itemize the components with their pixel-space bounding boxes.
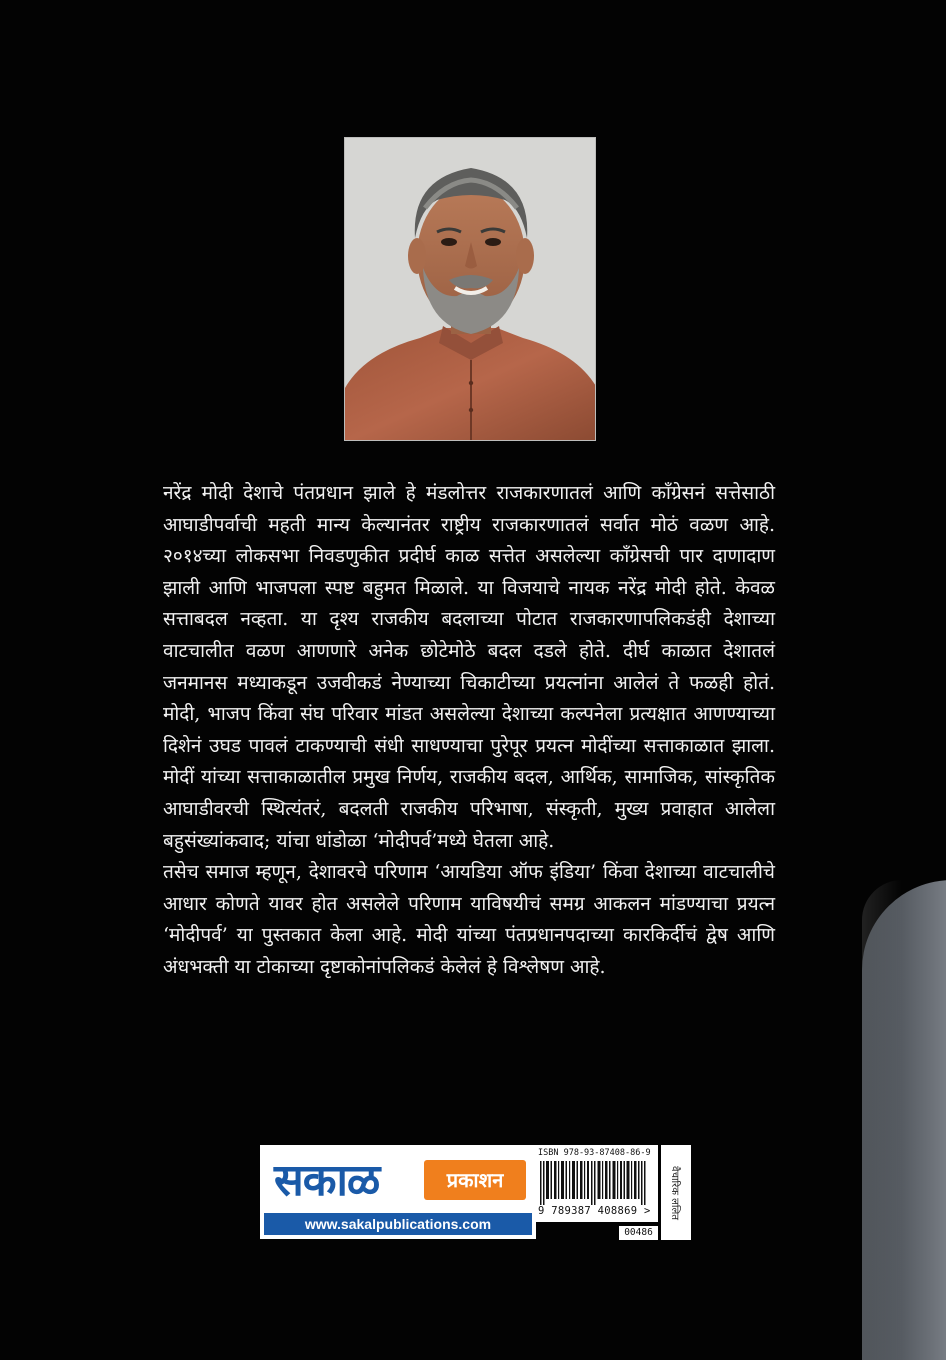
category-label: वैचारिक ललित — [669, 1165, 680, 1220]
blurb-paragraph-2: तसेच समाज म्हणून, देशावरचे परिणाम ‘आयडिया ऑफ इंडिया’ किंवा देशाच्या वाटचालीचे आधार कोणते यावर होत असलेले परिणाम याविषयीचं समग्र आकलन मांडण्याचा प्रयत्न ‘मोदीपर्व’ या पुस्तकात केला आहे. मोदी यांच्या पंतप्रधानपदाच्या कारकिर्दीचं द्वेष आणि अंधभक्ती या टोकाच्या दृष्टाकोनांपलिकडं केलेलं हे विश्लेषण आहे. — [163, 861, 775, 978]
barcode-digits: 9 789387 408869 > — [538, 1205, 651, 1217]
author-photo — [344, 137, 596, 441]
publisher-url: www.sakalpublications.com — [264, 1213, 532, 1235]
book-blurb — [163, 478, 775, 984]
barcode-bars-icon — [538, 1161, 654, 1205]
price-code: 00486 — [619, 1226, 658, 1240]
publisher-logo — [260, 1145, 536, 1239]
partial-portrait-highlight — [862, 880, 902, 1360]
publisher-name: सकाळ — [274, 1155, 380, 1206]
isbn-barcode — [534, 1145, 658, 1222]
isbn-label: ISBN 978-93-87408-86-9 — [538, 1148, 651, 1158]
publisher-tag: प्रकाशन — [424, 1160, 526, 1200]
blurb-paragraph-1: नरेंद्र मोदी देशाचे पंतप्रधान झाले हे मंडलोत्तर राजकारणातलं आणि काँग्रेसनं सत्तेसाठी आघाडीपर्वाची महती मान्य केल्यानंतर राष्ट्रीय राजकारणातलं सर्वात मोठं वळण आहे. २०१४च्या लोकसभा निवडणुकीत प्रदीर्घ काळ सत्तेत असलेल्या काँग्रेसची पार दाणादाण झाली आणि भाजपला स्पष्ट बहुमत मिळाले. या विजयाचे नायक नरेंद्र मोदी होते. केवळ सत्ताबदल नव्हता. या दृश्य राजकीय बदलाच्या पोटात राजकारणापलिकडंही देशाच्या वाटचालीत वळण आणणारे अनेक छोटेमोठे बदल दडले होते. दीर्घ काळात देशातलं जनमानस मध्याकडून उजवीकडं नेण्याच्या चिकाटीच्या प्रयत्नांना आलेलं ते फळही होतं. मोदी, भाजप किंवा संघ परिवार मांडत असलेल्या देशाच्या कल्पनेला प्रत्यक्षात आणण्याच्या दिशेनं उघड पावलं टाकण्याची संधी साधण्याचा पुरेपूर प्रयत्न मोदींच्या सत्ताकाळात झाला. मोदीं यांच्या सत्ताकाळातील प्रमुख निर्णय, राजकीय बदल, आर्थिक, सामाजिक, सांस्कृतिक आघाडीवरची स्थित्यंतरं, बदलती राजकीय परिभाषा, संस्कृती, मुख्य प्रवाहात आलेला बहुसंख्यांकवाद; यांचा धांडोळा ‘मोदीपर्व’मध्ये घेतला आहे. — [163, 482, 775, 852]
category-label-box — [661, 1145, 691, 1240]
